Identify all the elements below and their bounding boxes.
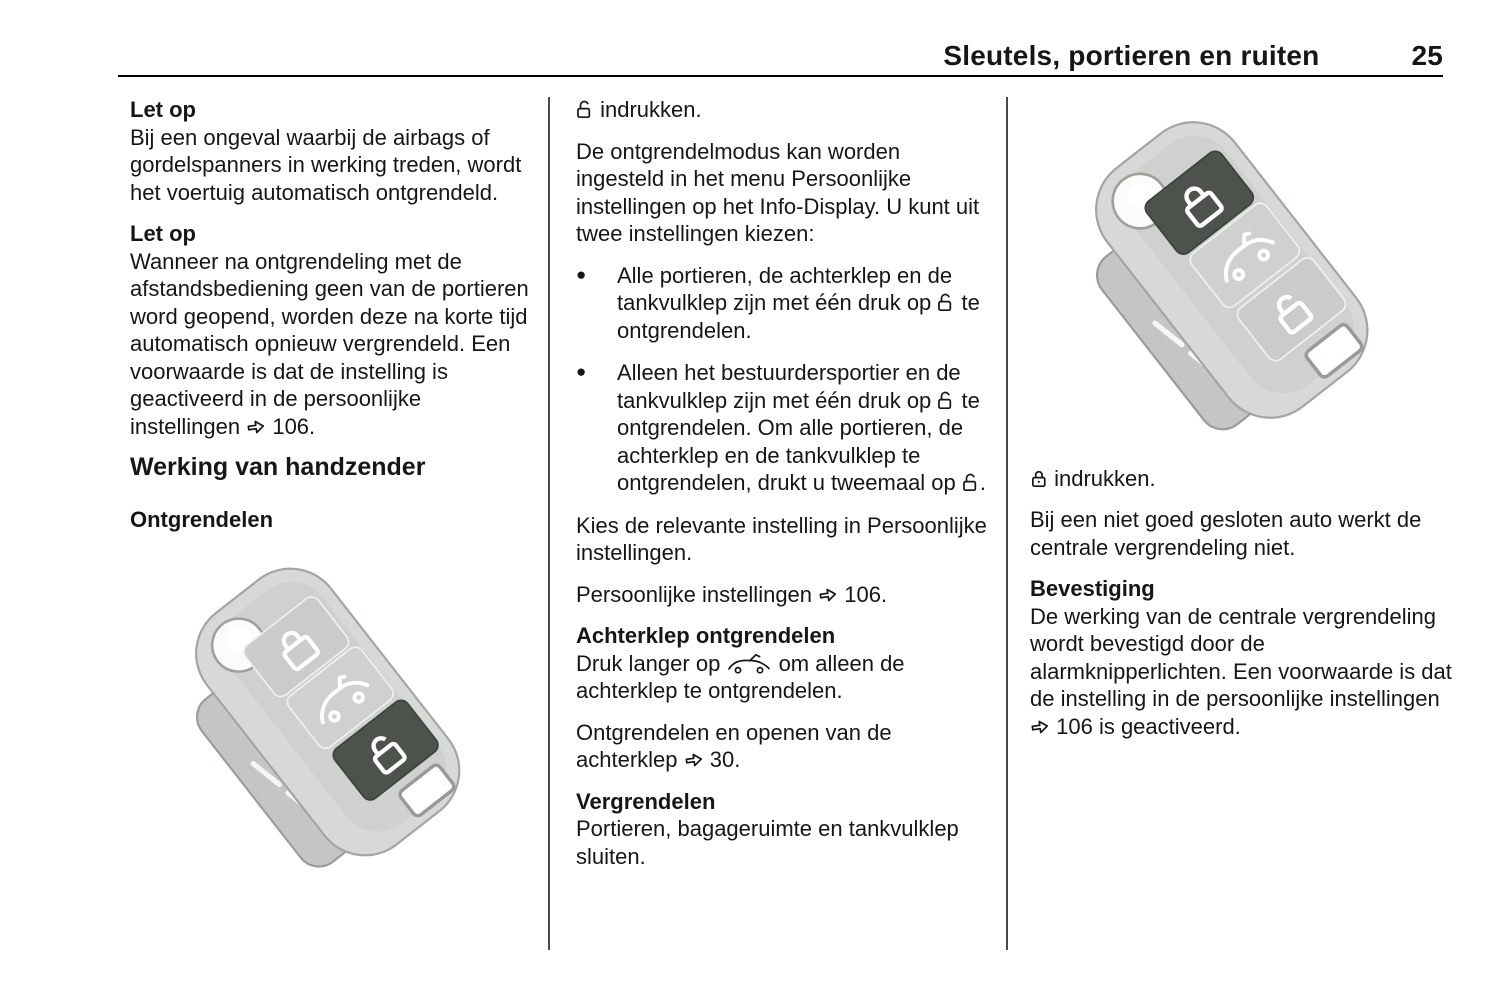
reference-page-number: 30. — [709, 747, 741, 772]
page-title: Sleutels, portieren en ruiten — [943, 40, 1320, 71]
unlock-settings-list — [576, 262, 990, 497]
confirmation-post: 106 is geactiveerd. — [1056, 713, 1241, 739]
press-unlock-line — [576, 96, 990, 124]
lock-body: Portieren, bagageruimte en tankvulklep sluiten. — [576, 816, 959, 869]
list-item — [576, 262, 990, 345]
lock-icon — [1030, 468, 1048, 490]
confirmation-title: Bevestiging — [1030, 576, 1155, 601]
tailgate-post: om alleen de achterklep te ontgrendelen. — [576, 650, 905, 703]
list-item — [576, 359, 990, 497]
reference-arrow-icon — [818, 585, 838, 605]
unlock-mode-intro: De ontgrendelmodus kan worden ingesteld in het menu Persoonlijke instellingen op het Info-Display. U kunt uit twee instellingen kiezen: — [576, 138, 980, 246]
unlock-icon — [937, 292, 955, 314]
bullet-icon: ● — [576, 264, 587, 284]
note-body-2 — [130, 248, 534, 441]
note-title-2: Let op — [130, 221, 196, 246]
unlock-icon — [937, 390, 955, 412]
reference-page-number: 106. — [272, 413, 316, 439]
reference-arrow-icon — [684, 750, 704, 770]
list-item-text — [617, 359, 990, 497]
tailgate-unlock-body — [576, 650, 990, 705]
keyfob-figure-lock — [1036, 102, 1452, 445]
press-unlock-text: indrukken. — [600, 97, 702, 122]
tailgate-pre: Druk langer op — [576, 650, 721, 676]
bullet2-pre: Alleen het bestuurdersportier en de tankvulklep zijn met één druk op — [617, 360, 961, 413]
keyfob-lock-image — [1036, 102, 1424, 438]
press-lock-line — [1030, 465, 1452, 493]
keyfob-unlock-image — [138, 549, 514, 875]
choose-setting-text: Kies de relevante instelling in Persoonlijke instellingen. — [576, 512, 987, 565]
tailgate-unlock-title: Achterklep ontgrendelen — [576, 623, 836, 648]
confirmation-pre: De werking van de centrale vergrendeling wordt bevestigd door de alarmknipperlichten. Een voorwaarde is dat de instelling in de persoonlijke instellingen — [1030, 603, 1452, 711]
column-divider-right — [1006, 97, 1008, 950]
lock-title: Vergrendelen — [576, 788, 716, 814]
settings-reference — [576, 581, 990, 609]
note-body-2-text: Wanneer na ontgrendeling met de afstandsbediening geen van de portieren word geopend, worden deze na korte tijd automatisch opnieuw vergrendeld. Een voorwaarde is dat de instelling is geactiveerd in de persoonlijke instellingen — [130, 248, 529, 439]
subsection-title-unlock: Ontgrendelen — [130, 506, 274, 532]
bullet2-mid: te ontgrendelen. Om alle portieren, de achterklep en de tankvulklep te ontgrendelen, drukt u tweemaal op — [617, 387, 980, 495]
bullet2-post: . — [979, 470, 987, 495]
bullet1-post: te ontgrendelen. — [617, 290, 980, 343]
note-body-1: Bij een ongeval waarbij de airbags of gordelspanners in werking treden, wordt het voertuig automatisch ontgrendeld. — [130, 124, 522, 205]
bullet-icon: ● — [576, 362, 587, 381]
tailgate-reference — [576, 719, 990, 774]
column-divider-left — [548, 97, 550, 950]
settings-reference-text: Persoonlijke instellingen — [576, 581, 813, 607]
reference-arrow-icon — [246, 417, 266, 437]
section-title: Werking van handzender — [130, 453, 426, 481]
lock-warning: Bij een niet goed gesloten auto werkt de centrale vergrendeling niet. — [1030, 507, 1422, 560]
unlock-icon — [962, 472, 980, 494]
confirmation-body — [1030, 603, 1452, 741]
page-header — [118, 40, 1443, 72]
tailgate-reference-text: Ontgrendelen en openen van de achterklep — [576, 719, 892, 772]
note-title-1: Let op — [130, 97, 196, 122]
car-open-tailgate-icon — [726, 652, 772, 676]
column-right — [1030, 96, 1452, 754]
keyfob-figure-unlock — [138, 549, 534, 882]
column-middle — [576, 96, 990, 884]
press-lock-text: indrukken. — [1054, 465, 1156, 491]
header-rule — [118, 75, 1443, 77]
list-item-text — [617, 262, 990, 345]
page-number: 25 — [1411, 40, 1443, 71]
reference-page-number: 106. — [844, 581, 888, 607]
reference-arrow-icon — [1030, 717, 1050, 737]
column-left — [130, 96, 534, 882]
bullet1-pre: Alle portieren, de achterklep en de tankvulklep zijn met één druk op — [617, 262, 953, 315]
unlock-icon — [576, 99, 594, 121]
